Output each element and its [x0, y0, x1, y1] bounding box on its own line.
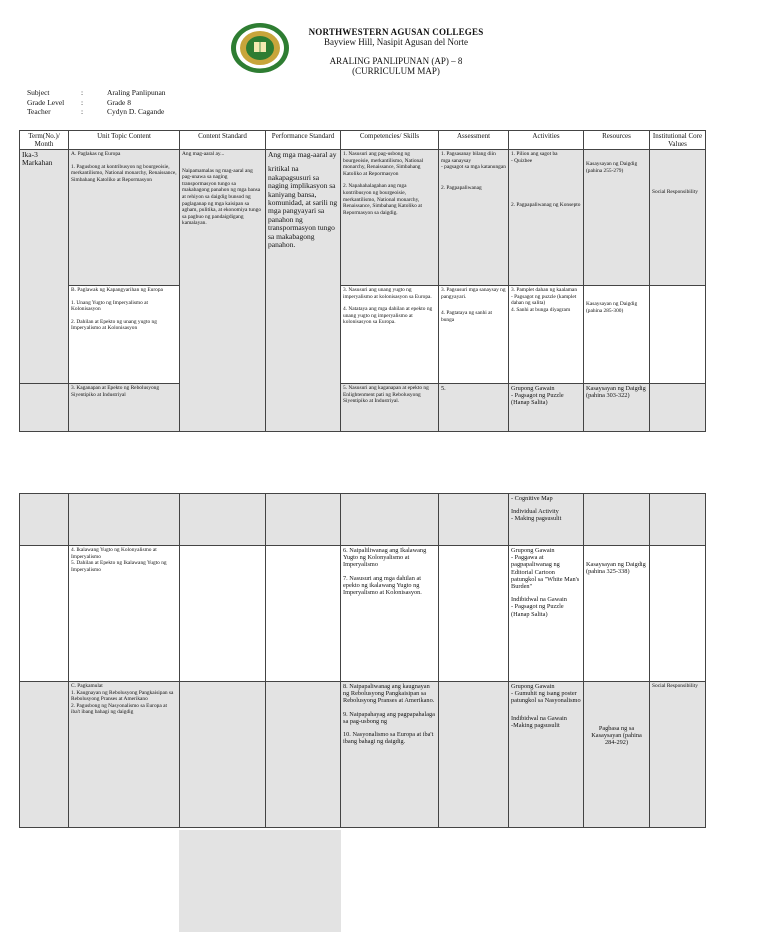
col-header-topic: Unit Topic Content [69, 131, 180, 150]
meta-grade-level: Grade Level : Grade 8 [27, 97, 131, 107]
topic-cell: 3. Kaganapan at Epekto ng Rebolusyong Siyentipiko at Industriyal [69, 384, 180, 432]
resources-cell: Kasaysayan ng Daigdig (pahina 255-279) [584, 150, 650, 286]
table-header-row [20, 131, 706, 150]
core-values-cell [650, 286, 706, 384]
term-cell [20, 546, 69, 682]
meta-teacher: Teacher : Cydyn D. Cagande [27, 107, 165, 116]
col-header-term: Term(No.)/ Month [20, 131, 69, 150]
activities-cell: 1. Pilion ang sagot ba - Quizbee 2. Pagpapaliwanag ng Konsepto [509, 150, 584, 286]
activities-cell: 3. Pamplet dahan ng kaalaman - Pagsagot ng puzzle (kamplet dahan ng salita) 4. Sanhi at bunga diyagram [509, 286, 584, 384]
col-header-performance-standard: Performance Standard [266, 131, 341, 150]
activities-cell: Grupong Gawain - Pagsagot ng Puzzle (Hanap Salita) [509, 384, 584, 432]
topic-cell: B. Paglawak ng Kapangyarihan ng Europa 1. Unang Yugto ng Imperyalismo at Kolonisasyon 2. Dahilan at Epekto ng unang yugto ng Imperyalismo at Kolonisasyon [69, 286, 180, 384]
topic-cell [69, 494, 180, 546]
document-title: ARALING PANLIPUNAN (AP) – 8 [329, 56, 463, 66]
term-cell: Ika-3 Markahan [20, 150, 69, 384]
core-values-cell: Social Responsibility [650, 682, 706, 828]
col-header-activities: Activities [509, 131, 584, 150]
table-row [20, 286, 706, 384]
activities-cell: - Cognitive Map Individual Activity - Making pagsusulit [509, 494, 584, 546]
core-values-cell [650, 546, 706, 682]
content-standard-cell [180, 546, 266, 682]
assessment-cell: 3. Pagsusuri mga sanaysay ng pangyayari. 4. Pagtataya ng sanhi at bunga [439, 286, 509, 384]
resources-cell: Kasaysayan ng Daigdig (pahina 303-322) [584, 384, 650, 432]
performance-standard-cell [266, 682, 341, 828]
competency-cell: 3. Nasusuri ang unang yugto ng imperyalismo at kolonisasyon sa Europa. 4. Natataya ang mga dahilan at epekto ng unang yugto ng imperyalismo at kolonisasyon sa Europa. [341, 286, 439, 384]
document-subtitle: (CURRICULUM MAP) [352, 66, 440, 76]
competency-cell: 5. Nasusuri ang kaganapan at epekto ng Enlightenment pati ng Rebolusyong Siyentipiko at Industriyal. [341, 384, 439, 432]
content-standard-cell [180, 682, 266, 828]
assessment-cell [439, 494, 509, 546]
performance-standard-cell [266, 546, 341, 682]
table-row [20, 150, 706, 286]
assessment-cell: 5. [439, 384, 509, 432]
term-cell [20, 494, 69, 546]
competency-cell: 1. Nasusuri ang pag-usbong ng bourgeoisie, merkantilismo, National monarchy, Renaissance, Simbahang Katoliko at Repormasyon 2. Napahahalagahan ang mga kontribusyon ng bourgeoisie, merkantilismo, National monarchy, Renaissance, Simbahang Katoliko at Repormasyon sa daigdig. [341, 150, 439, 286]
activities-cell: Grupong Gawain - Gumuhit ng isang poster patungkol sa Nasyonalismo Indibidwal na Gawain -Making pagsusulit [509, 682, 584, 828]
school-address: Bayview Hill, Nasipit Agusan del Norte [324, 37, 468, 47]
document-header [296, 27, 496, 76]
curriculum-table-page1 [19, 130, 706, 432]
col-header-assessment: Assessment [439, 131, 509, 150]
meta-subject: Subject : Araling Panlipunan [27, 88, 166, 97]
competency-cell: 6. Naipaliliwanag ang Ikalawang Yugto ng Kolonyalismo at Imperyalismo 7. Nasusuri ang mga dahilan at epekto ng ikalawang Yugto ng Imperyalismo at Kolonisasyon. [341, 546, 439, 682]
assessment-cell [439, 546, 509, 682]
topic-cell: C. Pagkamulat 1. Kaugnayan ng Rebolusyong Pangkaisipan sa Rebolusyong Pranses at Amerikano 2. Pagusbong ng Nasyonalismo sa Europa at iba't ibang bahagi ng daigdig [69, 682, 180, 828]
competency-cell [341, 494, 439, 546]
resources-cell: Kasaysayan ng Daigdig (pahina 285-300) [584, 286, 650, 384]
assessment-cell [439, 682, 509, 828]
col-header-content-standard: Content Standard [180, 131, 266, 150]
table-row [20, 546, 706, 682]
topic-cell: A. Paglakas ng Europa 1. Pagusbong at kontribusyon ng bourgeoisie, merkantilismo, National monarchy, Renaissance, Simbahang Katoliko at Repormasyon [69, 150, 180, 286]
resources-cell: Kasaysayan ng Daigdig (pahina 325-338) [584, 546, 650, 682]
term-cell [20, 682, 69, 828]
col-header-core-values: Institutional Core Values [650, 131, 706, 150]
content-standard-cell [180, 494, 266, 546]
activities-cell: Grupong Gawain - Paggawa at pagpapaliwanag ng Editorial Cartoon patungkol sa "White Man's Burden" Indibidwal na Gawain - Pagsagot ng Puzzle (Hanap Salita) [509, 546, 584, 682]
core-values-cell: Social Responsibility [650, 150, 706, 286]
core-values-cell [650, 384, 706, 432]
assessment-cell: 1. Pagsasanay bilang diin mga sanaysay - pagsagot sa mga katanungan 2. Pagpapaliwanag [439, 150, 509, 286]
table-row [20, 494, 706, 546]
competency-cell: 8. Naipapaliwanag ang kaugnayan ng Rebolusyong Pangkaisipan sa Rebolusyong Pranses at Amerikano. 9. Naipapahayag ang pagpapahalaga sa pag-usbong ng 10. Nasyonalismo sa Europa at iba't ibang bahagi ng daigdig. [341, 682, 439, 828]
shaded-continuation-block [179, 830, 341, 932]
table-row [20, 682, 706, 828]
topic-cell: 4. Ikalawang Yugto ng Kolonyalismo at Imperyalismo 5. Dahilan at Epekto ng Ikalawang Yugto ng Imperyalismo [69, 546, 180, 682]
document-meta [27, 88, 166, 117]
term-cell [20, 384, 69, 432]
performance-standard-cell [266, 494, 341, 546]
content-standard-cell: Ang mag-aaral ay... Naipamamalas ng mag-aaral ang pag-unawa sa naging transpormasyon tungo sa makabagong panahon ng mga bansa at rehiyon sa daigdig bunsod ng paglaganap ng mga kaisipan sa agham, pulitika, at ekonomiya tungo sa pagbuo ng pandaigdigang kamalayan. [180, 150, 266, 432]
table-row [20, 384, 706, 432]
resources-cell: Pagbasa ng sa Kasaysayan (pahina 284-292) [584, 682, 650, 828]
col-header-competencies: Competencies/ Skills [341, 131, 439, 150]
col-header-resources: Resources [584, 131, 650, 150]
curriculum-table-page2 [19, 493, 706, 828]
school-name: NORTHWESTERN AGUSAN COLLEGES [308, 27, 484, 37]
college-seal-logo [230, 22, 290, 74]
performance-standard-cell: Ang mga mag-aaral ay kritikal na nakapagsusuri sa naging implikasyon sa kaniyang bansa, komunidad, at sarili ng mga pangyayari sa panahon ng transpormasyon tungo sa makabagong panahon. [266, 150, 341, 432]
resources-cell [584, 494, 650, 546]
core-values-cell [650, 494, 706, 546]
